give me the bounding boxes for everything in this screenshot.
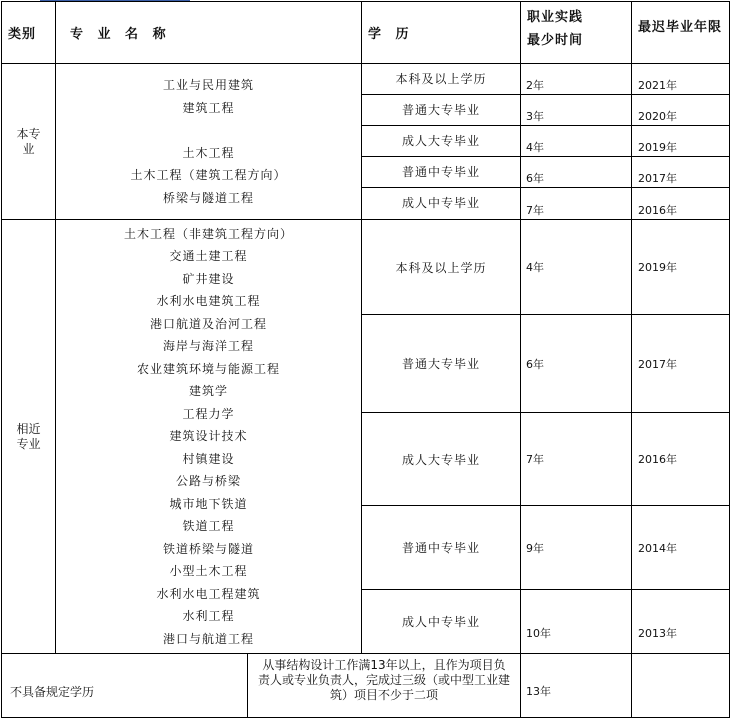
- s2-major: 水利工程: [182, 609, 235, 624]
- s2-major: 小型土木工程: [169, 564, 248, 579]
- s2-majors: [56, 220, 362, 654]
- s1-category: 本专业: [2, 64, 56, 220]
- s2-category: 相近专业: [2, 220, 56, 654]
- s2-education: 成人大专毕业: [362, 413, 521, 506]
- header-row: [2, 2, 730, 64]
- s1-education: 本科及以上学历: [362, 64, 521, 95]
- header-major: 专 业 名 称: [56, 2, 362, 64]
- s2-major: 建筑学: [188, 384, 228, 399]
- s2-education: 普通中专毕业: [362, 506, 521, 590]
- s1-practice: 4年: [521, 126, 632, 157]
- s1-education: 普通大专毕业: [362, 95, 521, 126]
- s1-majors: [56, 64, 362, 220]
- s2-practice: 4年: [521, 220, 632, 315]
- s1-major: 桥梁与隧道工程: [162, 190, 254, 205]
- s2-major: 港口航道及治河工程: [149, 316, 267, 331]
- s1-major: 土木工程: [182, 145, 235, 160]
- s2-major: 村镇建设: [182, 451, 235, 466]
- s1-major: 土木工程（建筑工程方向）: [130, 168, 287, 182]
- s1-major: 建筑工程: [182, 100, 235, 115]
- s1-grad: 2017年: [632, 157, 730, 188]
- header-practice-line1: 职业实践: [527, 10, 584, 25]
- s2-major: 水利水电建筑工程: [156, 294, 261, 309]
- s1-practice: 2年: [521, 64, 632, 95]
- s1-education: 普通中专毕业: [362, 157, 521, 188]
- s2-practice: 6年: [521, 315, 632, 413]
- s2-major: 矿井建设: [182, 271, 235, 286]
- s2-grad: 2016年: [632, 413, 730, 506]
- s1-grad: 2020年: [632, 95, 730, 126]
- s2-major: 铁道桥梁与隧道: [162, 541, 254, 556]
- s2-education: 本科及以上学历: [362, 220, 521, 315]
- s2-major: 海岸与海洋工程: [162, 339, 254, 354]
- s2-grad: 2017年: [632, 315, 730, 413]
- s1-major: [56, 119, 361, 142]
- s2-major: 交通土建工程: [169, 249, 248, 264]
- s2-grad: 2013年: [632, 590, 730, 654]
- s2-major: 农业建筑环境与能源工程: [136, 361, 280, 376]
- s2-major: 土木工程（非建筑工程方向）: [123, 226, 293, 241]
- s2-major: 公路与桥梁: [175, 474, 241, 489]
- header-education: 学 历: [362, 2, 521, 64]
- s1-education: 成人中专毕业: [362, 188, 521, 220]
- s2-major: 城市地下铁道: [169, 496, 248, 511]
- s2-major: 水利水电工程建筑: [156, 586, 261, 601]
- s1-grad: 2021年: [632, 64, 730, 95]
- s1-grad: 2016年: [632, 188, 730, 220]
- s2-practice: 7年: [521, 413, 632, 506]
- s3-description: 从事结构设计工作满13年以上，且作为项目负责人或专业负责人，完成过三级（或中型工业建筑）项目不少于二项: [248, 654, 521, 718]
- s1-practice: 6年: [521, 157, 632, 188]
- s2-practice: 10年: [521, 590, 632, 654]
- s2-major: 港口与航道工程: [162, 631, 254, 646]
- header-practice-line2: 最少时间: [527, 33, 584, 48]
- s1-practice: 3年: [521, 95, 632, 126]
- s2-education: 普通大专毕业: [362, 315, 521, 413]
- s2-grad: 2019年: [632, 220, 730, 315]
- s2-major: 铁道工程: [182, 519, 235, 534]
- s2-major: 工程力学: [182, 406, 235, 421]
- s1-grad: 2019年: [632, 126, 730, 157]
- s3-practice: 13年: [521, 654, 632, 718]
- s2-major: 建筑设计技术: [169, 429, 248, 444]
- s1-row-1: [2, 64, 730, 95]
- s1-practice: 7年: [521, 188, 632, 220]
- s3-grad: [632, 654, 730, 718]
- s1-education: 成人大专毕业: [362, 126, 521, 157]
- s2-practice: 9年: [521, 506, 632, 590]
- s2-grad: 2014年: [632, 506, 730, 590]
- header-latest-grad: 最迟毕业年限: [632, 2, 730, 64]
- s3-row: [2, 654, 730, 718]
- s1-major: 工业与民用建筑: [162, 78, 254, 92]
- header-practice: [521, 2, 632, 64]
- qualification-table: [1, 1, 730, 718]
- header-category: 类别: [2, 2, 56, 64]
- s2-education: 成人中专毕业: [362, 590, 521, 654]
- s2-row-1: [2, 220, 730, 315]
- s3-label: 不具备规定学历: [2, 654, 248, 718]
